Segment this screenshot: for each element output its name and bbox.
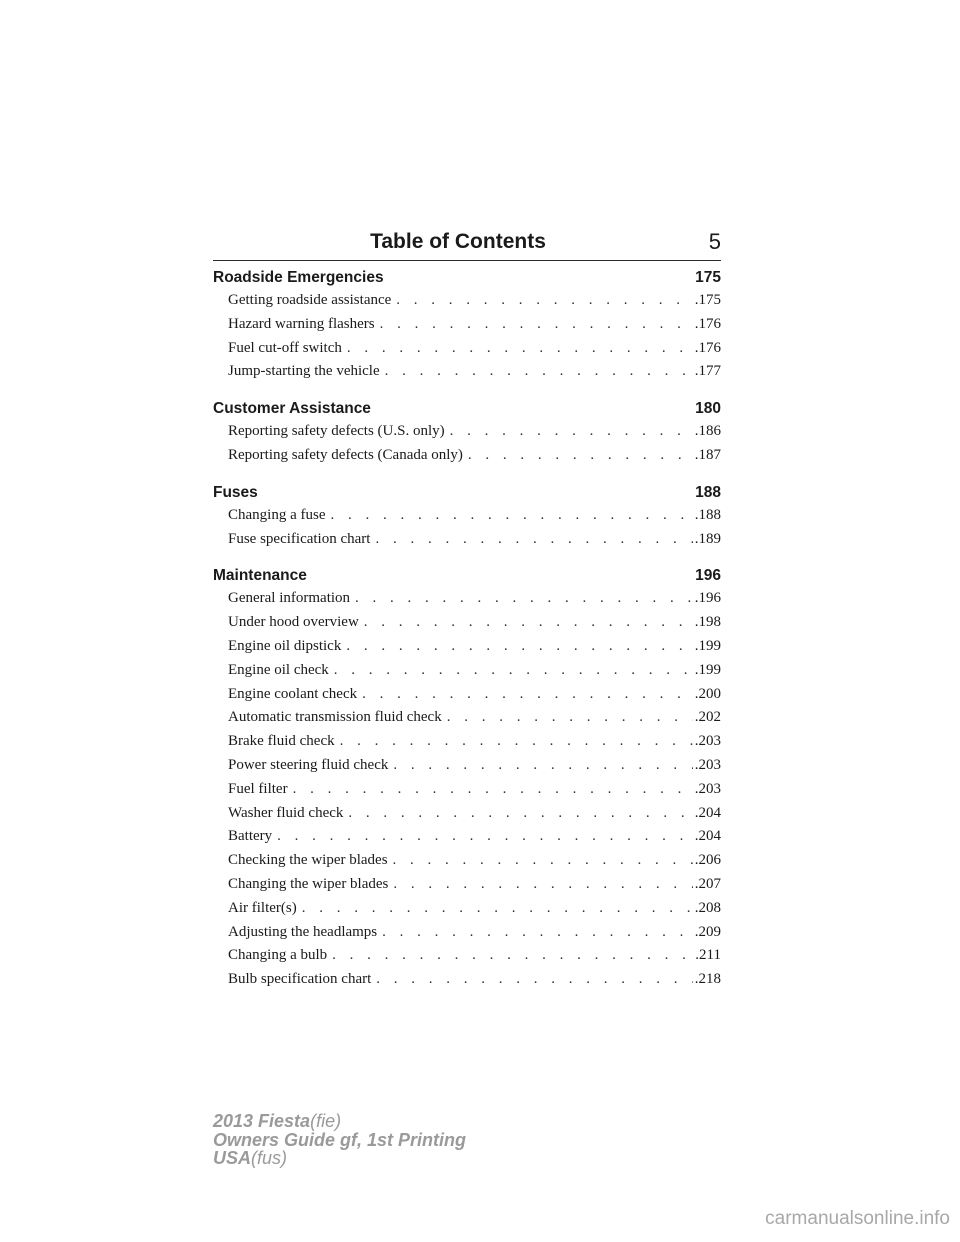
entry-page: .207 xyxy=(694,875,721,892)
entry-label: Getting roadside assistance xyxy=(228,292,392,308)
toc-entry[interactable] xyxy=(213,635,721,659)
toc-section xyxy=(213,266,721,384)
dot-leader xyxy=(385,360,693,384)
entry-page: .206 xyxy=(694,852,721,869)
toc-entry[interactable] xyxy=(213,659,721,683)
toc-entry[interactable] xyxy=(213,873,721,897)
toc-section xyxy=(213,397,721,468)
entry-page: .211 xyxy=(695,947,721,964)
entry-page: .177 xyxy=(694,363,721,380)
footer-guide: Owners Guide gf, 1st Printing xyxy=(213,1129,467,1150)
entry-label: Fuse specification chart xyxy=(228,530,371,547)
dot-leader xyxy=(393,754,692,778)
print-footer xyxy=(213,1112,466,1168)
entry-page: .209 xyxy=(694,923,721,940)
footer-line-1 xyxy=(213,1112,466,1131)
toc-entry[interactable] xyxy=(213,313,721,337)
entry-label: General information xyxy=(228,590,351,607)
footer-market: USA xyxy=(213,1148,252,1168)
entry-page: .198 xyxy=(694,614,721,631)
entry-page: .199 xyxy=(694,661,721,678)
entry-page: .176 xyxy=(694,315,721,332)
entry-page: .188 xyxy=(694,506,721,523)
section-heading[interactable] xyxy=(213,397,721,420)
section-page: 180 xyxy=(695,400,721,418)
watermark: carmanualsonline.info xyxy=(765,1208,950,1229)
section-heading[interactable] xyxy=(213,266,721,289)
toc-entry[interactable] xyxy=(213,849,721,873)
toc-entry[interactable] xyxy=(213,289,721,313)
table-of-contents xyxy=(213,266,721,1005)
dot-leader xyxy=(375,528,692,552)
entry-label: Changing a fuse xyxy=(228,506,326,523)
dot-leader xyxy=(302,897,693,921)
dot-leader xyxy=(348,802,692,826)
dot-leader xyxy=(277,825,693,849)
section-title: Roadside Emergencies xyxy=(213,269,384,286)
toc-entry[interactable] xyxy=(213,921,721,945)
entry-page: .189 xyxy=(694,530,721,547)
entry-label: Jump-starting the vehicle xyxy=(228,363,380,380)
entry-label: Engine oil dipstick xyxy=(228,637,342,654)
entry-label: Engine coolant check xyxy=(228,685,358,702)
entry-page: .204 xyxy=(694,828,721,845)
entry-label: Changing a bulb xyxy=(228,947,328,964)
entry-label: Fuel cut-off switch xyxy=(228,339,342,356)
footer-model-code: (fie) xyxy=(310,1111,342,1131)
dot-leader xyxy=(396,289,692,313)
dot-leader xyxy=(382,921,693,945)
toc-section xyxy=(213,481,721,552)
toc-entry[interactable] xyxy=(213,587,721,611)
section-page: 196 xyxy=(695,567,721,585)
dot-leader xyxy=(450,420,693,444)
toc-entry[interactable] xyxy=(213,504,721,528)
toc-entry[interactable] xyxy=(213,706,721,730)
dot-leader xyxy=(334,659,693,683)
entry-page: .203 xyxy=(694,780,721,797)
toc-entry[interactable] xyxy=(213,802,721,826)
section-title: Maintenance xyxy=(213,567,307,585)
toc-entry[interactable] xyxy=(213,337,721,361)
dot-leader xyxy=(468,444,693,468)
toc-entry[interactable] xyxy=(213,944,721,968)
section-heading[interactable] xyxy=(213,481,721,504)
entry-page: .218 xyxy=(694,971,721,988)
dot-leader xyxy=(364,611,693,635)
dot-leader xyxy=(332,944,693,968)
footer-line-2 xyxy=(213,1131,466,1150)
entry-label: Under hood overview xyxy=(228,614,359,631)
toc-entry[interactable] xyxy=(213,611,721,635)
entry-page: .186 xyxy=(694,423,721,440)
page-header xyxy=(213,228,721,261)
entry-label: Fuel filter xyxy=(228,780,288,797)
dot-leader xyxy=(355,587,693,611)
entry-label: Reporting safety defects (U.S. only) xyxy=(228,423,445,440)
entry-page: .203 xyxy=(694,756,721,773)
entry-label: Engine oil check xyxy=(228,661,329,678)
toc-entry[interactable] xyxy=(213,420,721,444)
toc-entry[interactable] xyxy=(213,968,721,992)
entry-label: Air filter(s) xyxy=(228,899,297,916)
dot-leader xyxy=(376,968,692,992)
toc-entry[interactable] xyxy=(213,754,721,778)
entry-label: Battery xyxy=(228,828,273,845)
toc-entry[interactable] xyxy=(213,528,721,552)
dot-leader xyxy=(447,706,693,730)
section-title: Fuses xyxy=(213,483,258,501)
section-title: Customer Assistance xyxy=(213,400,371,418)
entry-page: .203 xyxy=(694,733,721,750)
entry-page: .200 xyxy=(694,685,721,702)
dot-leader xyxy=(340,730,693,754)
entry-page: .176 xyxy=(694,339,721,356)
section-heading[interactable] xyxy=(213,564,721,587)
page-number: 5 xyxy=(708,229,721,254)
entry-label: Automatic transmission fluid check xyxy=(228,709,442,726)
dot-leader xyxy=(380,313,693,337)
entry-label: Adjusting the headlamps xyxy=(228,923,378,940)
entry-label: Power steering fluid check xyxy=(228,756,389,773)
entry-label: Brake fluid check xyxy=(228,733,335,750)
page-title: Table of Contents xyxy=(370,230,546,253)
dot-leader xyxy=(347,337,693,361)
toc-section xyxy=(213,564,721,992)
dot-leader xyxy=(346,635,692,659)
toc-entry[interactable] xyxy=(213,778,721,802)
entry-page: .196 xyxy=(694,590,721,607)
entry-label: Changing the wiper blades xyxy=(228,875,389,892)
dot-leader xyxy=(393,873,692,897)
toc-entry[interactable] xyxy=(213,825,721,849)
toc-entry[interactable] xyxy=(213,897,721,921)
entry-label: Reporting safety defects (Canada only) xyxy=(228,446,463,463)
entry-page: .208 xyxy=(694,899,721,916)
entry-page: .199 xyxy=(694,637,721,654)
footer-line-3 xyxy=(213,1149,466,1168)
footer-model: 2013 Fiesta xyxy=(213,1111,311,1131)
entry-page: .175 xyxy=(694,292,721,308)
entry-page: .187 xyxy=(694,446,721,463)
footer-market-code: (fus) xyxy=(251,1148,288,1168)
dot-leader xyxy=(393,849,693,873)
section-page: 188 xyxy=(695,483,721,501)
toc-entry[interactable] xyxy=(213,730,721,754)
toc-entry[interactable] xyxy=(213,360,721,384)
section-page: 175 xyxy=(695,269,721,286)
toc-entry[interactable] xyxy=(213,444,721,468)
entry-label: Bulb specification chart xyxy=(228,971,372,988)
dot-leader xyxy=(293,778,693,802)
entry-label: Washer fluid check xyxy=(228,804,344,821)
entry-label: Hazard warning flashers xyxy=(228,315,375,332)
entry-page: .202 xyxy=(694,709,721,726)
dot-leader xyxy=(362,683,693,707)
entry-label: Checking the wiper blades xyxy=(228,852,388,869)
toc-entry[interactable] xyxy=(213,683,721,707)
entry-page: .204 xyxy=(694,804,721,821)
dot-leader xyxy=(330,504,692,528)
